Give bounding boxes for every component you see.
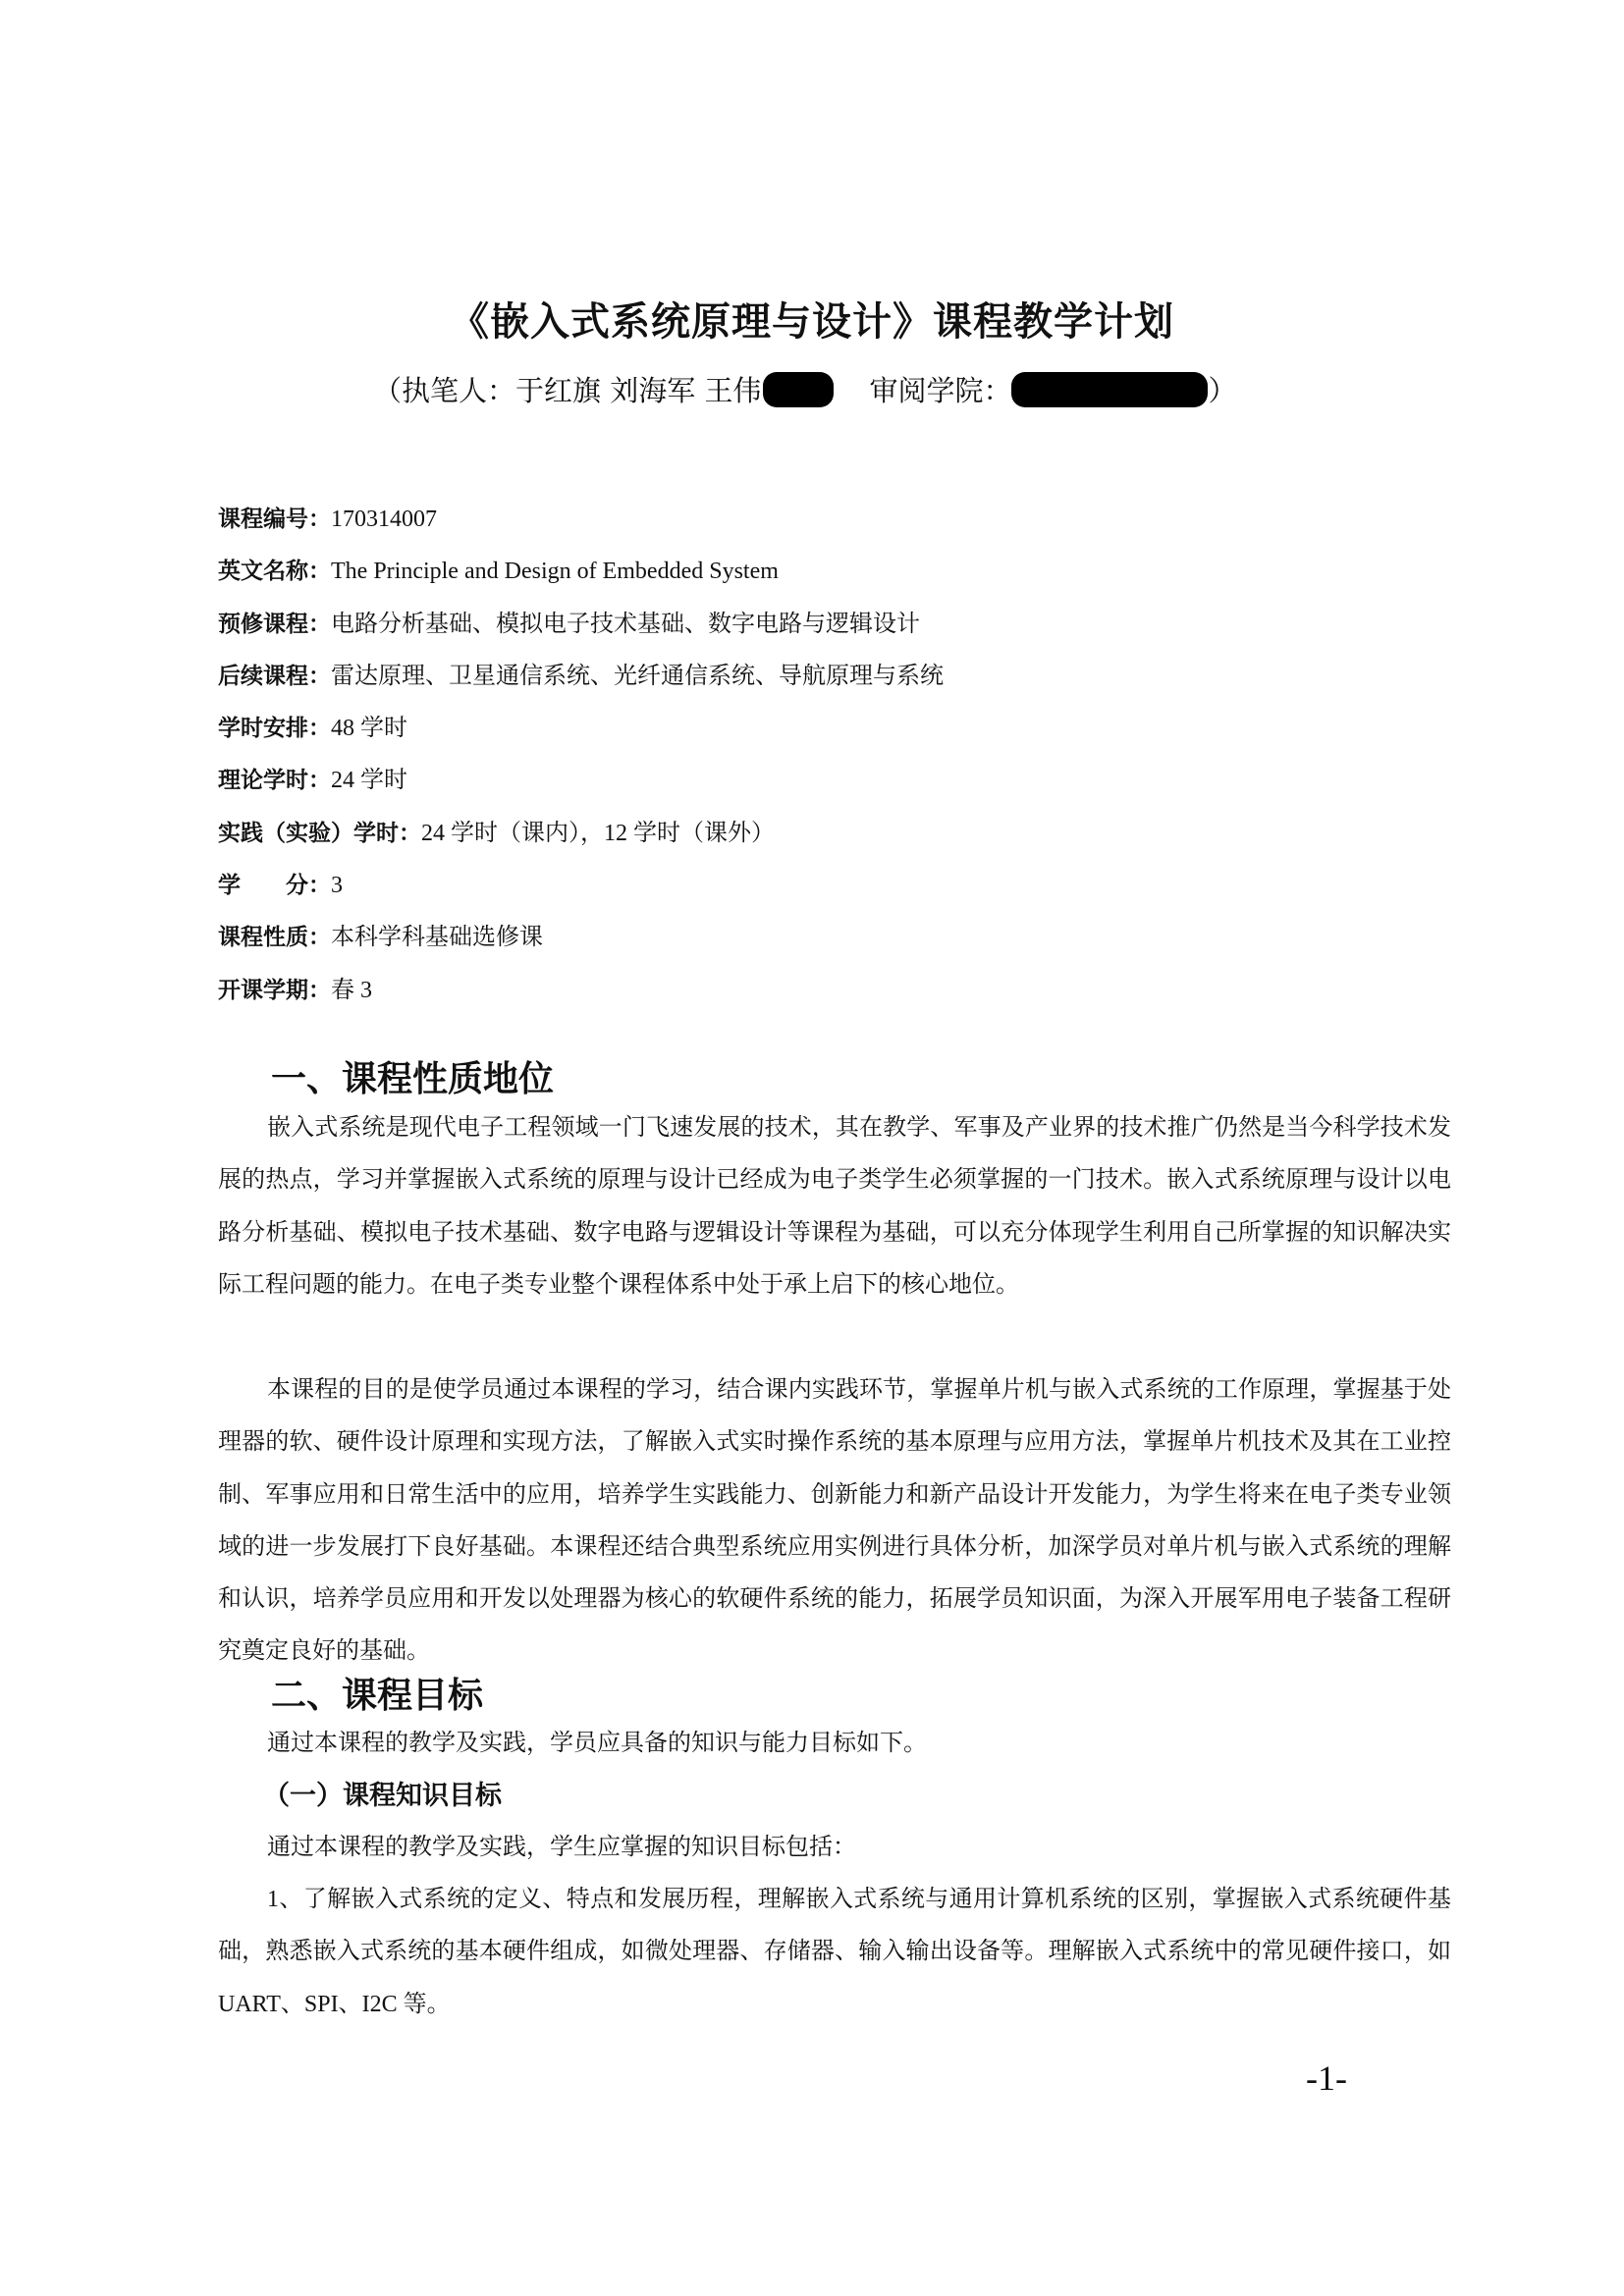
course-info-row [218,859,1445,911]
course-info-key: 学 分： [218,873,331,899]
course-info-row [218,911,1445,963]
paragraph: 本课程的目的是使学员通过本课程的学习，结合课内实践环节，掌握单片机与嵌入式系统的工作原理，掌握基于处理器的软、硬件设计原理和实现方法，了解嵌入式实时操作系统的基本原理与应用方法，掌握单片机技术及其在工业控制、军事应用和日常生活中的应用，培养学生实践能力、创新能力和新产品设计开发能力，为学生将来在电子类专业领域的进一步发展打下良好基础。本课程还结合典型系统应用实例进行具体分析，加深学员对单片机与嵌入式系统的理解和认识，培养学员应用和开发以处理器为核心的软硬件系统的能力，拓展学员知识面，为深入开展军用电子装备工程研究奠定良好的基础。 [218,1377,1451,1665]
course-info-key: 课程性质： [218,925,331,951]
course-info-row [218,754,1445,806]
course-info [218,493,1445,1016]
list-item: 1、了解嵌入式系统的定义、特点和发展历程，理解嵌入式系统与通用计算机系统的区别，掌握嵌入式系统硬件基础，熟悉嵌入式系统的基本硬件组成，如微处理器、存储器、输入输出设备等。理解嵌入式系统中的常见硬件接口，如 UART、SPI、I2C 等。 [218,1887,1451,2017]
course-info-row [218,807,1445,859]
course-info-key: 理论学时： [218,768,331,794]
redaction-mark [763,372,834,407]
course-info-row [218,598,1445,650]
course-info-value: 雷达原理、卫星通信系统、光纤通信系统、导航原理与系统 [331,663,944,689]
course-info-value: 170314007 [331,507,437,532]
course-info-row [218,545,1445,597]
course-info-row [218,964,1445,1016]
course-info-key: 后续课程： [218,663,331,689]
course-info-value: 24 学时 [331,768,407,794]
subsection-heading: （一）课程知识目标 [263,1781,502,1811]
course-info-row [218,702,1445,754]
paragraph: 通过本课程的教学及实践，学生应掌握的知识目标包括： [267,1835,856,1860]
course-info-key: 课程编号： [218,507,331,532]
course-info-value: 本科学科基础选修课 [331,925,543,951]
course-info-key: 开课学期： [218,977,331,1003]
document-title: 《嵌入式系统原理与设计》课程教学计划 [450,299,1174,345]
section-heading: 一、课程性质地位 [271,1059,555,1099]
course-info-value: 24 学时（课内），12 学时（课外） [421,820,775,846]
course-info-key: 英文名称： [218,559,331,585]
course-info-key: 学时安排： [218,716,331,742]
page-number: -1- [1306,2058,1347,2098]
course-info-key: 实践（实验）学时： [218,820,421,846]
course-info-key: 预修课程： [218,611,331,637]
course-info-value: 48 学时 [331,716,407,742]
section-heading: 二、课程目标 [271,1676,484,1716]
authors-line [373,369,1236,409]
course-info-value: 3 [331,873,343,899]
course-info-row [218,650,1445,702]
authors-close: ） [1208,374,1237,407]
course-info-value: 电路分析基础、模拟电子技术基础、数字电路与逻辑设计 [331,611,920,637]
paragraph: 嵌入式系统是现代电子工程领域一门飞速发展的技术，其在教学、军事及产业界的技术推广仍然是当今科学技术发展的热点，学习并掌握嵌入式系统的原理与设计已经成为电子类学生必须掌握的一门技术。嵌入式系统原理与设计以电路分析基础、模拟电子技术基础、数字电路与逻辑设计等课程为基础，可以充分体现学生利用自己所掌握的知识解决实际工程问题的能力。在电子类专业整个课程体系中处于承上启下的核心地位。 [218,1115,1451,1298]
redaction-mark [1011,372,1208,407]
course-info-row [218,493,1445,545]
paragraph: 通过本课程的教学及实践，学员应具备的知识与能力目标如下。 [267,1731,927,1756]
authors-text: （执笔人：于红旗 刘海军 王伟 [373,374,762,407]
course-info-value: 春 3 [331,977,372,1003]
course-info-value: The Principle and Design of Embedded System [331,559,779,585]
reviewer-label: 审阅学院： [869,374,1012,407]
